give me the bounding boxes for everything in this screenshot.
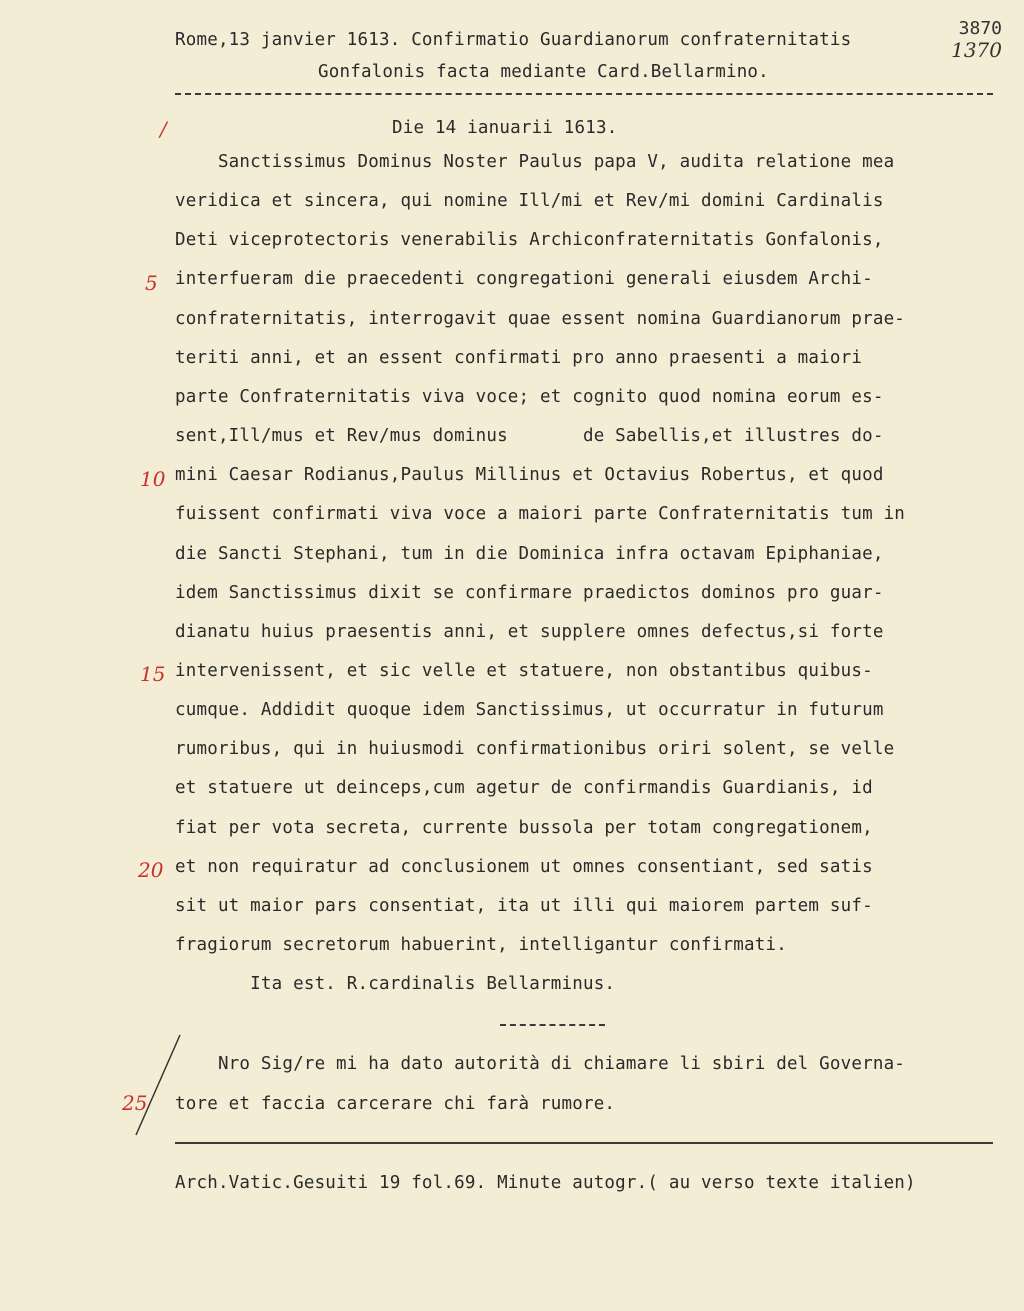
body-line: confraternitatis, interrogavit quae essent nomina Guardianorum prae- — [175, 308, 906, 329]
margin-mark-1: / — [160, 117, 167, 141]
margin-number-5: 5 — [145, 271, 158, 295]
header-title-line-1: Rome,13 janvier 1613. Confirmatio Guardianorum confraternitatis — [175, 30, 852, 50]
body-line: parte Confraternitatis viva voce; et cognito quod nomina eorum es- — [175, 386, 884, 407]
body-line: veridica et sincera, qui nomine Ill/mi et Rev/mi domini Cardinalis — [175, 191, 884, 212]
italian-line: Nro Sig/re mi ha dato autorità di chiamare li sbiri del Governa- — [175, 1054, 906, 1074]
body-line: intervenissent, et sic velle et statuere, non obstantibus quibus- — [175, 660, 873, 681]
body-line: sent,Ill/mus et Rev/mus dominus de Sabellis,et illustres do- — [175, 426, 884, 447]
margin-number-25: 25 — [122, 1091, 148, 1115]
header-title-line-2: Gonfalonis facta mediante Card.Bellarmino. — [318, 62, 769, 82]
body-line: cumque. Addidit quoque idem Sanctissimus, ut occurratur in futurum — [175, 700, 884, 721]
margin-number-10: 10 — [140, 467, 166, 491]
body-line: die Sancti Stephani, tum in die Dominica infra octavam Epiphaniae, — [175, 543, 884, 564]
body-line: dianatu huius praesentis anni, et supplere omnes defectus,si forte — [175, 621, 884, 642]
body-line: fuissent confirmati viva voce a maiori parte Confraternitatis tum in — [175, 504, 906, 525]
footer-rule — [175, 1142, 993, 1144]
body-line: Sanctissimus Dominus Noster Paulus papa V, audita relatione mea — [175, 152, 895, 172]
body-line: sit ut maior pars consentiat, ita ut illi qui maiorem partem suf- — [175, 895, 873, 916]
margin-number-15: 15 — [140, 662, 166, 686]
body-line: teriti anni, et an essent confirmati pro anno praesenti a maiori — [175, 347, 863, 368]
italian-line: tore et faccia carcerare chi farà rumore. — [175, 1094, 616, 1114]
body-line: interfueram die praecedenti congregationi generali eiusdem Archi- — [175, 269, 873, 290]
archive-number-typed: 3870 — [958, 18, 1002, 39]
archive-number-handwritten: 1370 — [951, 38, 1002, 62]
body-line: idem Sanctissimus dixit se confirmare praedictos dominos pro guar- — [175, 582, 884, 603]
margin-number-20: 20 — [138, 858, 164, 882]
body-line: fiat per vota secreta, currente bussola per totam congregationem, — [175, 817, 873, 838]
date-line: Die 14 ianuarii 1613. — [392, 118, 618, 138]
body-line: rumoribus, qui in huiusmodi confirmationibus oriri solent, se velle — [175, 739, 895, 760]
body-line: mini Caesar Rodianus,Paulus Millinus et Octavius Robertus, et quod — [175, 465, 884, 486]
body-line: et non requiratur ad conclusionem ut omnes consentiant, sed satis — [175, 856, 873, 877]
body-line: et statuere ut deinceps,cum agetur de confirmandis Guardianis, id — [175, 778, 873, 799]
body-line: fragiorum secretorum habuerint, intelligantur confirmati. — [175, 935, 787, 955]
margin-slash-mark — [128, 1030, 188, 1140]
body-line: Deti viceprotectoris venerabilis Archiconfraternitatis Gonfalonis, — [175, 230, 884, 251]
section-divider — [500, 1024, 605, 1026]
body-line: Ita est. R.cardinalis Bellarminus. — [175, 974, 616, 995]
archive-reference: Arch.Vatic.Gesuiti 19 fol.69. Minute autogr.( au verso texte italien) — [175, 1173, 916, 1193]
header-dashed-rule — [175, 93, 993, 95]
